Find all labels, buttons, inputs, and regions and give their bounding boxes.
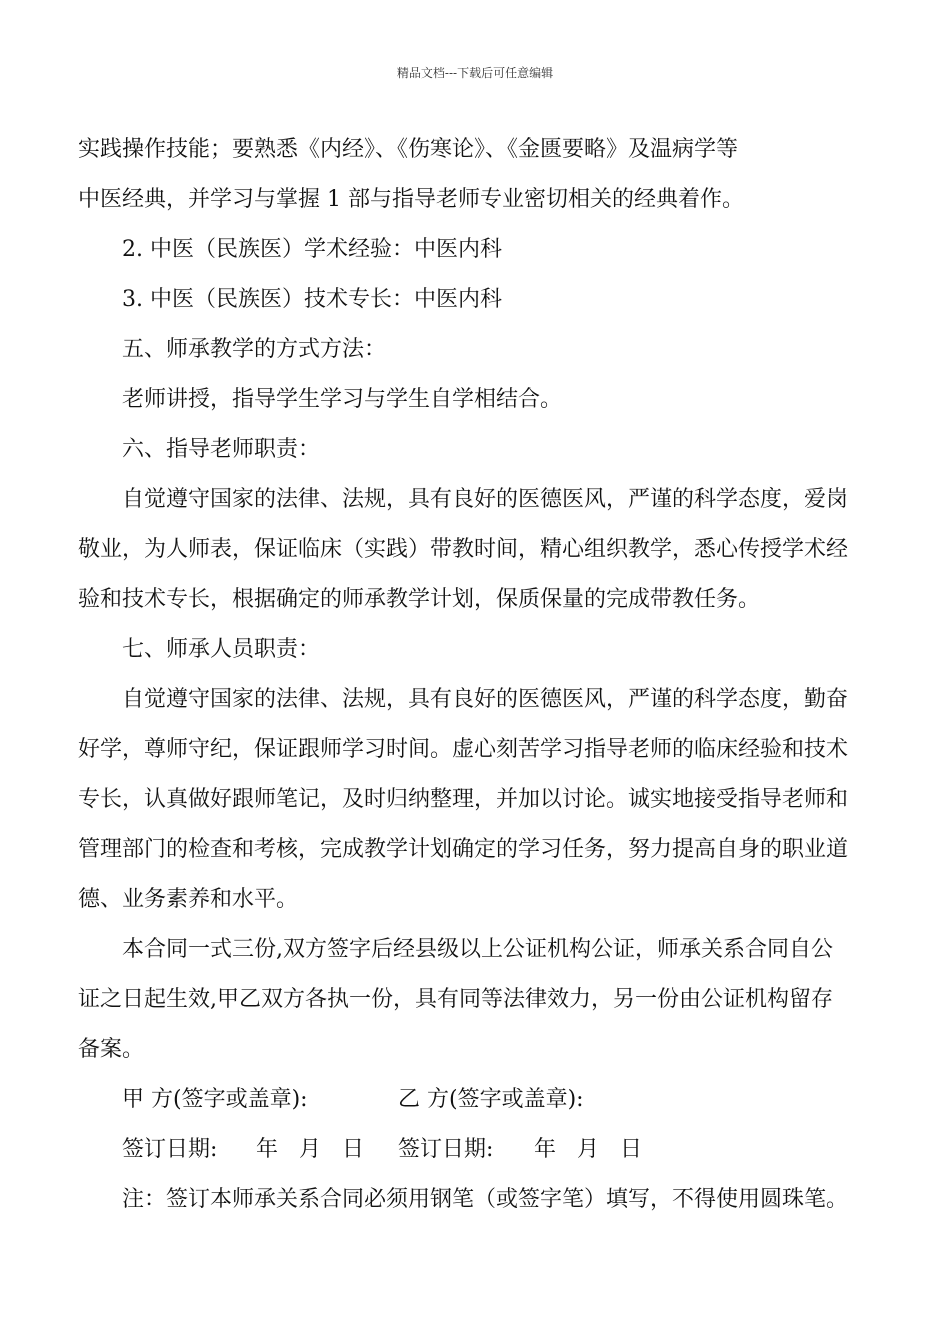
body-line: 自觉遵守国家的法律、法规，具有良好的医德医风，严谨的科学态度，爱岗 <box>122 487 849 512</box>
section-heading-7: 七、师承人员职责： <box>122 637 321 662</box>
body-line: 老师讲授，指导学生学习与学生自学相结合。 <box>122 387 563 412</box>
section-heading-5: 五、师承教学的方式方法： <box>122 337 387 362</box>
party-b-date-ymd: 年 月 日 <box>534 1137 642 1162</box>
party-a-date-ymd: 年 月 日 <box>256 1137 364 1162</box>
item-2-line: 2. 中医（民族医）学术经验：中医内科 <box>122 237 502 262</box>
body-line: 专长，认真做好跟师笔记，及时归纳整理，并加以讨论。诚实地接受指导老师和 <box>78 787 849 812</box>
body-line: 德、业务素养和水平。 <box>78 887 299 912</box>
body-line: 自觉遵守国家的法律、法规，具有良好的医德医风，严谨的科学态度，勤奋 <box>122 687 849 712</box>
body-line: 实践操作技能；要熟悉《内经》、《伤寒论》、《金匮要略》及温病学等 <box>78 137 739 162</box>
party-a-date-label: 签订日期: <box>122 1137 218 1162</box>
body-line: 验和技术专长，根据确定的师承教学计划，保质保量的完成带教任务。 <box>78 587 761 612</box>
document-header-watermark: 精品文档---下载后可任意编辑 <box>396 66 554 80</box>
body-line: 证之日起生效,甲乙双方各执一份，具有同等法律效力，另一份由公证机构留存 <box>78 987 833 1012</box>
body-line: 管理部门的检查和考核，完成教学计划确定的学习任务，努力提高自身的职业道 <box>78 837 849 862</box>
item-3-line: 3. 中医（民族医）技术专长：中医内科 <box>122 287 502 312</box>
party-b-signature-label: 乙 方(签字或盖章): <box>398 1087 584 1112</box>
body-line: 本合同一式三份,双方签字后经县级以上公证机构公证，师承关系合同自公 <box>122 937 833 962</box>
body-line: 敬业，为人师表，保证临床（实践）带教时间，精心组织教学，悉心传授学术经 <box>78 537 849 562</box>
body-line: 备案。 <box>78 1037 145 1062</box>
party-b-date-label: 签订日期: <box>398 1137 494 1162</box>
body-line: 中医经典，并学习与掌握 1 部与指导老师专业密切相关的经典着作。 <box>78 187 744 212</box>
party-a-signature-label: 甲 方(签字或盖章): <box>122 1087 308 1112</box>
body-line: 好学，尊师守纪，保证跟师学习时间。虚心刻苦学习指导老师的临床经验和技术 <box>78 737 849 762</box>
footnote: 注：签订本师承关系合同必须用钢笔（或签字笔）填写，不得使用圆珠笔。 <box>122 1187 849 1212</box>
section-heading-6: 六、指导老师职责： <box>122 437 321 462</box>
